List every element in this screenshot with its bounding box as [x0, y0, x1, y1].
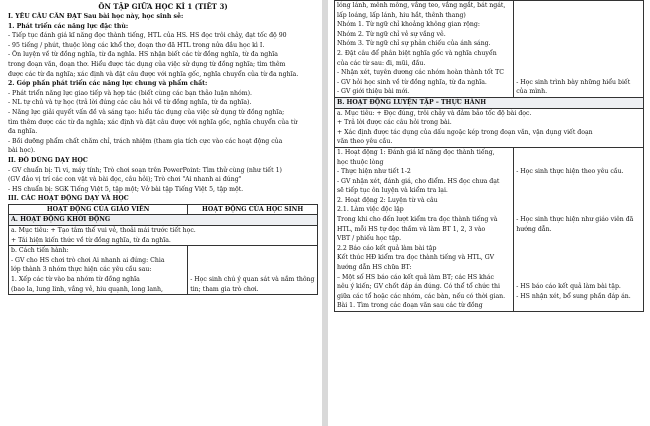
table-row [335, 97, 644, 108]
table-row [335, 108, 644, 147]
table-row [9, 226, 318, 246]
table-row [9, 215, 318, 226]
student-activity-cell: - Học sinh thực hiện theo yêu cầu. - Học sinh thực hiện như giáo viên đã hướng dẫn. - HS báo cáo kết quả làm bài tập. - HS nhận xét, bổ sung phần đáp án. [514, 147, 644, 311]
body-line: - Bồi dưỡng phẩm chất chăm chỉ, trách nhiệm (tham gia tích cực vào các hoạt động của [8, 137, 283, 145]
section-heading: 1. Phát triển các năng lực đặc thù: [8, 22, 129, 30]
body-line: - GV chuẩn bị: Ti vi, máy tính; Trò chơi soạn trên PowerPoint: Tìm thử cùng (như tiết 1) [8, 166, 282, 174]
body-line: tìm thêm được các từ đa nghĩa; xác định và đặt câu được với nghĩa gốc, nghĩa chuyển của từ [8, 118, 298, 126]
section-heading: I. YÊU CẦU CẦN ĐẠT Sau bài học này, học sinh sẽ: [8, 13, 184, 20]
body-line: (GV đảo vị trí các con vật và bài đọc, câu hỏi); Trò chơi "Ai nhanh ai đúng" [8, 176, 242, 184]
student-activity-cell: - Học sinh chú ý quan sát và nắm thông tin; tham gia trò chơi. [188, 246, 318, 295]
teacher-activity-cell: a. Mục tiêu: + Đọc đúng, trôi chảy và đảm bảo tốc độ bài đọc. + Trả lời được các câu hỏi trong bài. + Xác định được tác dụng của dấu ngoặc kép trong đoạn văn, vận dụng viết đoạn văn theo yêu cầu. [335, 108, 644, 147]
table-row [335, 147, 644, 311]
teacher-activity-cell: lóng lánh, mênh mông, vắng teo, vắng ngắt, bát ngát, lấp loáng, lấp lánh, hiu hắt, thênh thang) Nhóm 1. Từ ngữ chỉ khoảng không gian rộng: Nhóm 2. Từ ngữ chỉ vẻ sự vắng vẻ. Nhóm 3. Từ ngữ chỉ sự phản chiếu của ánh sáng. 2. Đặt câu để phân biệt nghĩa gốc và nghĩa chuyển của các từ sau: đi, mũi, đầu. - Nhận xét, tuyên dương các nhóm hoàn thành tốt TC - GV hỏi học sinh về từ đồng nghĩa, từ đa nghĩa. - GV giới thiệu bài mới. [335, 1, 514, 98]
body-line: - Ôn luyện về từ đồng nghĩa, từ đa nghĩa. HS nhận biết các từ đồng nghĩa, từ đa nghĩa [8, 51, 278, 59]
lesson-body [8, 12, 318, 204]
document-page-right [328, 0, 650, 426]
table-row [9, 246, 318, 295]
teacher-activity-cell: A. HOẠT ĐỘNG KHỞI ĐỘNG [9, 215, 318, 226]
teacher-activity-cell: 1. Hoạt động 1: Đánh giá kĩ năng đọc thành tiếng, học thuộc lòng - Thực hiện như tiết 1-2 - GV nhận xét, đánh giá, cho điểm. HS đọc chưa đạt sẽ tiếp tục ôn luyện và kiểm tra lại. 2. Hoạt động 2: Luyện từ và câu 2.1. Làm việc độc lập Trong khi cho đến lượt kiểm tra đọc thành tiếng và HTL, mỗi HS tự đọc thầm và làm BT 1, 2, 3 vào VBT / phiếu học tập. 2.2 Báo cáo kết quả làm bài tập Kết thúc HĐ kiểm tra đọc thành tiếng và HTL, GV hướng dẫn HS chữa BT: – Một số HS báo cáo kết quả làm BT; các HS khác nêu ý kiến; GV chốt đáp án đúng. Có thể tổ chức thi giữa các tổ hoặc các nhóm, các bàn, nếu có thời gian. Bài 1. Tìm trong các đoạn văn sau các từ đồng [335, 147, 514, 311]
student-activity-cell: - Học sinh trình bày những hiểu biết của mình. [514, 1, 644, 98]
body-line: đa nghĩa. [8, 128, 38, 136]
activities-table [8, 204, 318, 295]
body-line: - Năng lực giải quyết vấn đề và sáng tạo: hiểu tác dụng của việc sử dụng từ đồng nghĩa; [8, 108, 285, 116]
column-header: HOẠT ĐỘNG CỦA HỌC SINH [188, 204, 318, 215]
teacher-activity-cell: b. Cách tiến hành: - GV cho HS chơi trò chơi Ai nhanh ai đúng: Chia lớp thành 3 nhóm thực hiện các yêu cầu sau: 1. Xếp các từ vào ba nhóm từ đồng nghĩa (bao la, lung linh, vắng vẻ, hiu quạnh, long lanh, [9, 246, 188, 295]
body-line: được các từ đa nghĩa; xác định và đặt câu được với nghĩa gốc, nghĩa chuyển của từ đa nghĩa. [8, 70, 299, 78]
column-header: HOẠT ĐỘNG CỦA GIÁO VIÊN [9, 204, 188, 215]
document-page-left [0, 0, 322, 426]
teacher-activity-cell: B. HOẠT ĐỘNG LUYỆN TẬP – THỰC HÀNH [335, 97, 644, 108]
body-line: trong đoạn văn, đoạn thơ. Hiểu được tác dụng của việc sử dụng từ đồng nghĩa; tìm thêm [8, 60, 286, 68]
section-heading: III. CÁC HOẠT ĐỘNG DẠY VÀ HỌC [8, 195, 129, 203]
activities-table-continued [334, 0, 644, 312]
section-heading: 2. Góp phần phát triển các năng lực chung và phẩm chất: [8, 80, 208, 88]
body-line: - NL tự chủ và tự học (trả lời đúng các câu hỏi về từ đồng nghĩa, từ đa nghĩa). [8, 99, 252, 107]
body-line: - 95 tiếng / phút, thuộc lòng các khổ thơ, đoạn thơ đã HTL trong nửa đầu học kì I. [8, 41, 265, 49]
body-line: - Phát triển năng lực giao tiếp và hợp tác (biết cùng các bạn thảo luận nhóm). [8, 89, 252, 97]
body-line: bài học). [8, 147, 36, 155]
body-line: - HS chuẩn bị: SGK Tiếng Việt 5, tập một; Vở bài tập Tiếng Việt 5, tập một. [8, 185, 244, 193]
table-row [335, 1, 644, 98]
section-heading: II. ĐỒ DÙNG DẠY HỌC [8, 156, 88, 164]
body-line: - Tiếp tục đánh giá kĩ năng đọc thành tiếng, HTL của HS. HS đọc trôi chảy, đạt tốc độ 90 [8, 32, 287, 40]
teacher-activity-cell: a. Mục tiêu: + Tạo tâm thế vui vẻ, thoải mái trước tiết học. + Tái hiện kiến thức về từ đồng nghĩa, từ đa nghĩa. [9, 226, 318, 246]
table-header-row [9, 204, 318, 215]
lesson-title: ÔN TẬP GIỮA HỌC KÌ 1 (TIẾT 3) [98, 2, 228, 11]
